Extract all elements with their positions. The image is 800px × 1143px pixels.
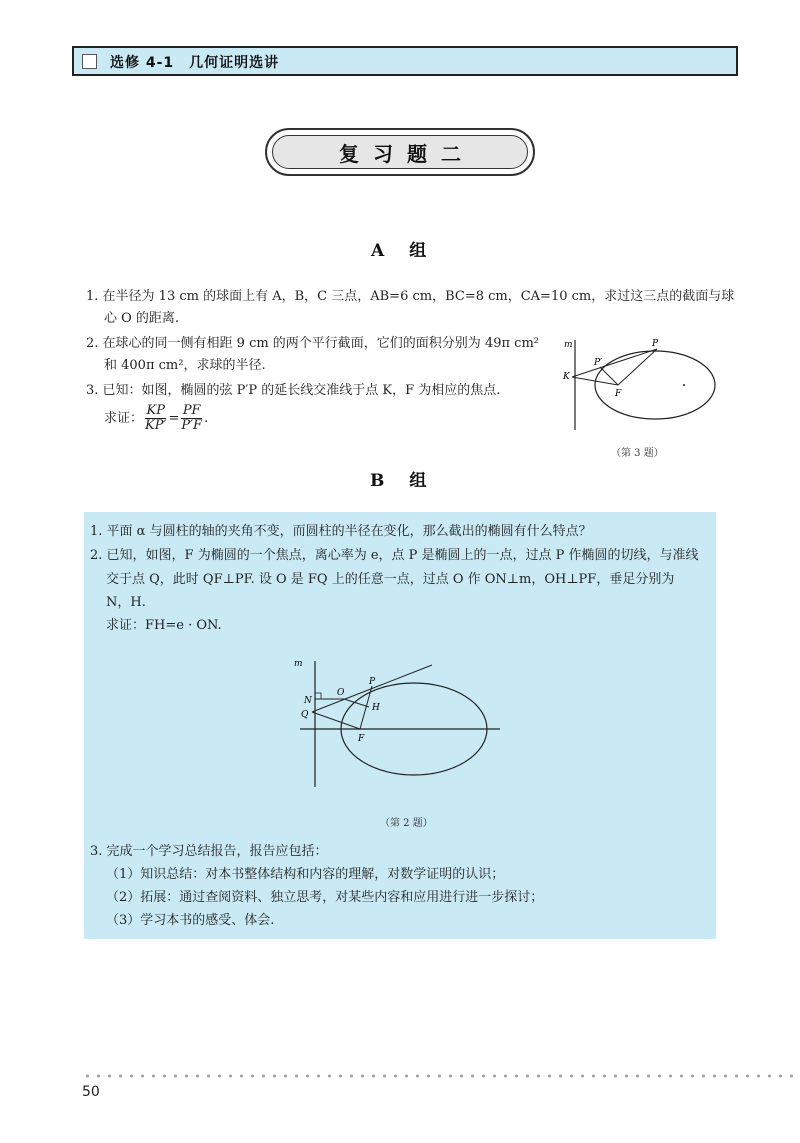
label-m: m: [294, 659, 303, 669]
label-f: F: [358, 734, 365, 744]
fraction-pf-num: PF: [182, 403, 201, 418]
problem-a2-line2: 和 400π cm²，求球的半径.: [104, 358, 266, 373]
section-title: 选修 4-1 几何证明选讲: [110, 55, 280, 71]
label-p: P: [652, 339, 659, 349]
problem-a3-line1: 3. 已知：如图，椭圆的弦 P′P 的延长线交准线于点 K，F 为相应的焦点.: [86, 383, 501, 398]
page-title: 复习题二: [339, 141, 475, 166]
label-f: F: [615, 389, 622, 399]
page-number: 50: [82, 1084, 100, 1100]
label-m: m: [564, 340, 573, 350]
header-square-icon: [82, 54, 97, 69]
fraction-pf: [181, 404, 202, 433]
group-b-box: [84, 512, 716, 939]
title-badge: [265, 128, 535, 176]
label-o: O: [337, 688, 345, 698]
group-b-heading: B 组: [370, 471, 431, 491]
problem-b3-item2: （2）拓展：通过查阅资料、独立思考，对某些内容和应用进行进一步探讨；: [106, 890, 544, 905]
label-q: Q: [301, 710, 309, 720]
fraction-pf-den: P′F: [181, 418, 203, 433]
caption-problem-b2: （第 2 题）: [380, 818, 433, 829]
ellipse-curve: [595, 351, 715, 419]
fraction-kp-num: KP: [146, 403, 165, 418]
segment-qf: [312, 712, 360, 729]
problem-b2-prove: 求证：FH=e · ON.: [106, 618, 222, 633]
section-header-bar: [72, 46, 738, 76]
prove-label: 求证：: [104, 411, 144, 426]
title-badge-inner: [272, 135, 528, 169]
problem-b3-item1: （1）知识总结：对本书整体结构和内容的理解，对数学证明的认识；: [106, 867, 505, 882]
problem-a1-line1: 1. 在半径为 13 cm 的球面上有 A，B，C 三点，AB=6 cm，BC=8 cm，CA=10 cm，求过这三点的截面与球: [86, 289, 735, 304]
figure-problem-a3: [560, 335, 730, 435]
problem-a1-line2: 心 O 的距离.: [104, 311, 180, 326]
label-h: H: [372, 703, 380, 713]
segment-pf: [618, 349, 657, 385]
equals-sign: =: [168, 411, 180, 426]
chord-extension: [572, 349, 657, 377]
footer-dotted-rule: [82, 1074, 797, 1078]
label-k: K: [563, 372, 570, 382]
fraction-kp-den: KP′: [145, 418, 167, 433]
problem-a2-line1: 2. 在球心的同一侧有相距 9 cm 的两个平行截面，它们的面积分别为 49π cm²: [86, 336, 539, 351]
label-n: N: [304, 696, 312, 706]
figure-problem-b2: [292, 657, 502, 792]
group-a-heading: A 组: [371, 241, 431, 261]
problem-b3: 3. 完成一个学习总结报告，报告应包括：: [90, 844, 328, 859]
fraction-kp: [145, 404, 166, 433]
label-p-prime: P′: [594, 358, 603, 368]
problem-b1: 1. 平面 α 与圆柱的轴的夹角不变，而圆柱的半径在变化，那么截出的椭圆有什么特点？: [90, 524, 592, 539]
problem-a3-prove: [104, 404, 208, 433]
problem-b2-line3: N，H.: [106, 595, 146, 610]
label-p: P: [369, 677, 376, 687]
caption-problem-a3: （第 3 题）: [611, 448, 664, 459]
problem-b2-line1: 2. 已知，如图，F 为椭圆的一个焦点，离心率为 e，点 P 是椭圆上的一点，过点 P 作椭圆的切线，与准线: [90, 548, 699, 563]
problem-b3-item3: （3）学习本书的感受、体会.: [106, 913, 275, 928]
period: .: [204, 411, 209, 426]
problem-b2-line2: 交于点 Q，此时 QF⊥PF. 设 O 是 FQ 上的任意一点，过点 O 作 ON⊥m，OH⊥PF，垂足分别为: [106, 572, 675, 587]
right-angle-n: [315, 693, 321, 699]
center-dot: [683, 384, 685, 386]
